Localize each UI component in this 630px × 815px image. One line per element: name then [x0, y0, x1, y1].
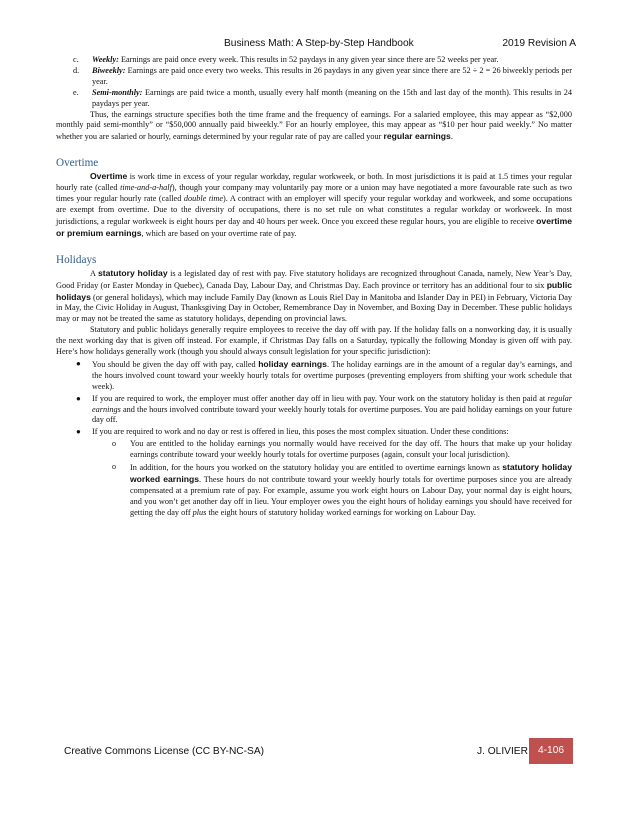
- term-biweekly: Biweekly:: [92, 65, 126, 75]
- circle-bullet-icon: o: [112, 439, 116, 449]
- book-title: Business Math: A Step-by-Step Handbook: [224, 38, 414, 49]
- sub-bullet-item: o In addition, for the hours you worked on the statutory holiday you are entitled to overtime earnings known as statutory holiday worked earnings. These hours do not contribute toward your weekly hourly totals for overtime purposes since you are already compensated at a premium rate of pay. For example, assume you work eight hours on Labour Day, your normal day is eight hours, and you won’t get another day off in lieu. Your employer owes you the eight hours of holiday earnings you should have received for getting the day off plus the eight hours of statutory holiday worked earnings for working on Labour Day.: [112, 462, 572, 517]
- overtime-paragraph: Overtime is work time in excess of your regular workday, regular workweek, or both. In most jurisdictions it is paid at 1.5 times your regular hourly rate (called time-and-a-half), though your company may voluntarily pay more or a union may have negotiated a more favourable rate such as two times your regular hourly rate (called double time). A contract with an employer will specify your regular workday and workweek, and some occupations are exempt from overtime. Due to the diversity of occupations, there is no set rule on what constitutes a regular workday or workweek. In most jurisdictions, a regular workweek is eight hours per day and 40 hours per week. Once you exceed these regular hours, you are eligible to receive overtime or premium earnings, which are based on your overtime rate of pay.: [56, 171, 572, 238]
- holidays-paragraph-1: A statutory holiday is a legislated day of rest with pay. Five statutory holidays are recognized throughout Canada, namely, New Year’s Day, Good Friday (or Easter Monday in Quebec), Canada Day, Labour Day, and Christmas Day. Each province or territory has an additional four to six public holidays (or general holidays), which may include Family Day (known as Louis Riel Day in Manitoba and Islander Day in PEI) in February, Victoria Day in May, the Civic Holiday in August, Thanksgiving Day in October, Remembrance Day in November, and Boxing Day in December. These public holidays may or may not be treated the same as statutory holidays, depending on provincial laws.: [56, 267, 572, 324]
- page-footer: [0, 738, 630, 768]
- earnings-summary-paragraph: Thus, the earnings structure specifies both the time frame and the frequency of earnings. For a salaried employee, this may appear as “$2,000 monthly paid semi-monthly” or “$50,000 annually paid biweekly.” For an hourly employee, this may appear as “$10 per hour paid weekly.” No matter whether you are salaried or hourly, earnings determined by your regular rate of pay are called your regular earnings.: [56, 109, 572, 142]
- list-item-semi-monthly: e. Semi-monthly: Earnings are paid twice a month, usually every half month (meaning on the 15th and last day of the month). This results in 24 paydays per year.: [73, 87, 572, 108]
- term-holiday-earnings: holiday earnings: [258, 358, 327, 369]
- bullet-icon: ●: [76, 393, 81, 403]
- author-label: J. OLIVIER: [477, 746, 528, 757]
- term-weekly: Weekly:: [92, 55, 119, 64]
- page-number-badge: 4-106: [529, 738, 573, 764]
- term-public-holidays: public holidays: [56, 279, 572, 302]
- bullet-icon: ●: [76, 358, 81, 368]
- term-statutory-holiday: statutory holiday: [97, 267, 168, 278]
- bullet-item: ● If you are required to work and no day or rest is offered in lieu, this poses the most complex situation. Under these conditions:: [76, 427, 509, 437]
- bullet-icon: ●: [76, 427, 81, 437]
- license-label: Creative Commons License (CC BY-NC-SA): [64, 746, 265, 757]
- page-header: [0, 36, 630, 52]
- bullet-item: ● You should be given the day off with pay, called holiday earnings. The holiday earnings are in the amount of a regular day’s earnings, and the hours involved count toward your weekly hourly totals for overtime purposes (preventing employers from shifting your work schedule that week).: [76, 358, 572, 391]
- sub-bullet-item: o You are entitled to the holiday earnings you normally would have received for the day off. The hours that make up your holiday earnings contribute toward your weekly hourly totals for overtime purposes (again, consult your local jurisdiction).: [112, 439, 572, 460]
- term-statutory-holiday-worked-earnings: statutory holiday worked earnings: [130, 462, 572, 484]
- section-heading-holidays: Holidays: [56, 253, 97, 266]
- revision-label: 2019 Revision A: [502, 38, 576, 49]
- bullet-item: ● If you are required to work, the employer must offer another day off in lieu with pay. Your work on the statutory holiday is then paid at regular earnings and the hours involved contribute toward your weekly hourly totals for overtime purposes. You are paid holiday earnings on your future day off.: [76, 393, 572, 425]
- term-overtime-premium-earnings: overtime or premium earnings: [56, 215, 572, 238]
- list-item-weekly: c. Weekly: Earnings are paid once every week. This results in 52 paydays in any given year since there are 52 weeks per year.: [73, 55, 499, 64]
- circle-bullet-icon: o: [112, 462, 116, 472]
- section-heading-overtime: Overtime: [56, 157, 99, 170]
- holidays-paragraph-2: Statutory and public holidays generally require employees to receive the day off with pay. If the holiday falls on a nonworking day, it is usually the next working day that is given off instead. For example, if Christmas Day falls on a Saturday, typically the following Monday is given off with pay. Here’s how holidays generally work (though you should always consult legislation for your specific jurisdiction):: [56, 325, 572, 357]
- term-regular-earnings: regular earnings: [383, 131, 451, 142]
- page-body: [56, 55, 572, 519]
- term-semi-monthly: Semi-monthly:: [92, 87, 143, 97]
- term-overtime: Overtime: [90, 171, 128, 182]
- list-item-biweekly: d. Biweekly: Earnings are paid once every two weeks. This results in 26 paydays in any given year since there are 52 ÷ 2 = 26 biweekly periods per year.: [73, 65, 572, 86]
